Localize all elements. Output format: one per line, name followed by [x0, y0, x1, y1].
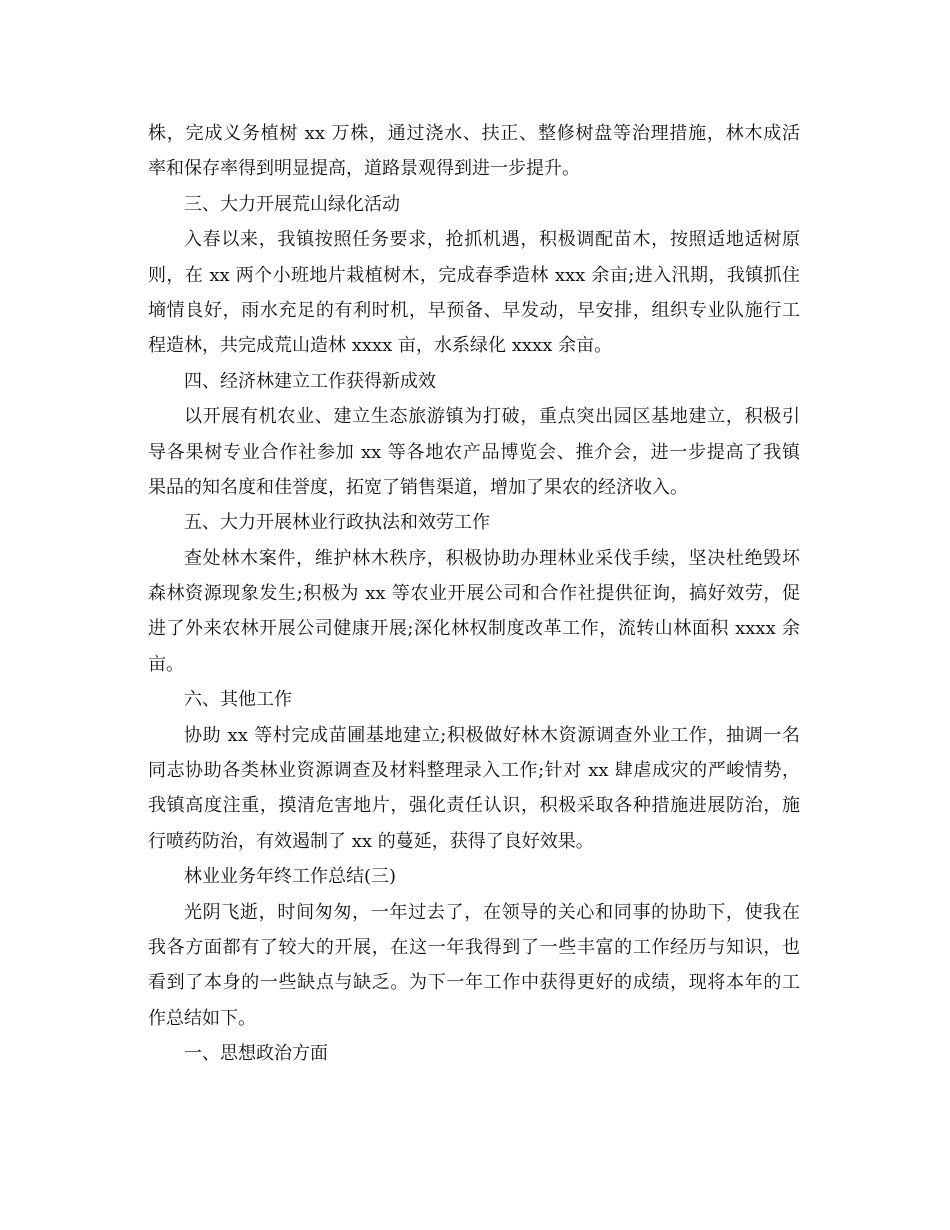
text-line: 森林资源现象发生;积极为 xx 等农业开展公司和合作社提供征询，搞好效劳，促: [148, 583, 800, 605]
text-line: 程造林，共完成荒山造林 xxxx 亩，水系绿化 xxxx 余亩。: [148, 335, 613, 357]
document-body: [148, 116, 800, 1072]
text-line: 株，完成义务植树 xx 万株，通过浇水、扶正、整修树盘等治理措施，林木成活: [148, 123, 800, 144]
section-heading: 六、其他工作: [184, 689, 292, 711]
text-line: 我镇高度注重，摸清危害地片，强化责任认识，积极采取各种措施进展防治，施: [148, 795, 800, 817]
text-line: 果品的知名度和佳誉度，拓宽了销售渠道，增加了果农的经济收入。: [148, 476, 688, 498]
section-heading: 三、大力开展荒山绿化活动: [184, 193, 400, 215]
text-line: 我各方面都有了较大的开展，在这一年我得到了一些丰富的工作经历与知识，也: [148, 936, 800, 958]
section-heading: 一、思想政治方面: [184, 1043, 328, 1065]
text-line: 作总结如下。: [148, 1007, 256, 1029]
text-line: 导各果树专业合作社参加 xx 等各地农产品博览会、推介会，进一步提高了我镇: [148, 441, 800, 463]
text-line: 以开展有机农业、建立生态旅游镇为打破，重点突出园区基地建立，积极引: [184, 406, 800, 428]
text-line: 亩。: [148, 653, 184, 675]
text-line: 入春以来，我镇按照任务要求，抢抓机遇，积极调配苗木，按照适地适树原: [184, 229, 800, 251]
section-heading: 五、大力开展林业行政执法和效劳工作: [184, 512, 490, 534]
text-line: 进了外来农林开展公司健康开展;深化林权制度改革工作，流转山林面积 xxxx 余: [148, 618, 800, 640]
text-line: 协助 xx 等村完成苗圃基地建立;积极做好林木资源调查外业工作，抽调一名: [184, 724, 800, 746]
document-subtitle: 林业业务年终工作总结(三): [184, 866, 397, 888]
section-heading: 四、经济林建立工作获得新成效: [184, 370, 436, 392]
text-line: 行喷药防治，有效遏制了 xx 的蔓延，获得了良好效果。: [148, 830, 594, 852]
text-line: 则，在 xx 两个小班地片栽植树木，完成春季造林 xxx 余亩;进入汛期，我镇抓住: [148, 264, 800, 286]
text-line: 看到了本身的一些缺点与缺乏。为下一年工作中获得更好的成绩，现将本年的工: [148, 972, 800, 994]
text-line: 光阴飞逝，时间匆匆，一年过去了，在领导的关心和同事的协助下，使我在: [184, 901, 800, 923]
text-line: 查处林木案件，维护林木秩序，积极协助办理林业采伐手续，坚决杜绝毁坏: [184, 547, 800, 569]
text-line: 率和保存率得到明显提高，道路景观得到进一步提升。: [148, 158, 580, 180]
text-line: 同志协助各类林业资源调查及材料整理录入工作;针对 xx 肆虐成灾的严峻情势，: [148, 760, 800, 782]
text-line: 墒情良好，雨水充足的有利时机，早预备、早发动，早安排，组织专业队施行工: [148, 299, 800, 321]
